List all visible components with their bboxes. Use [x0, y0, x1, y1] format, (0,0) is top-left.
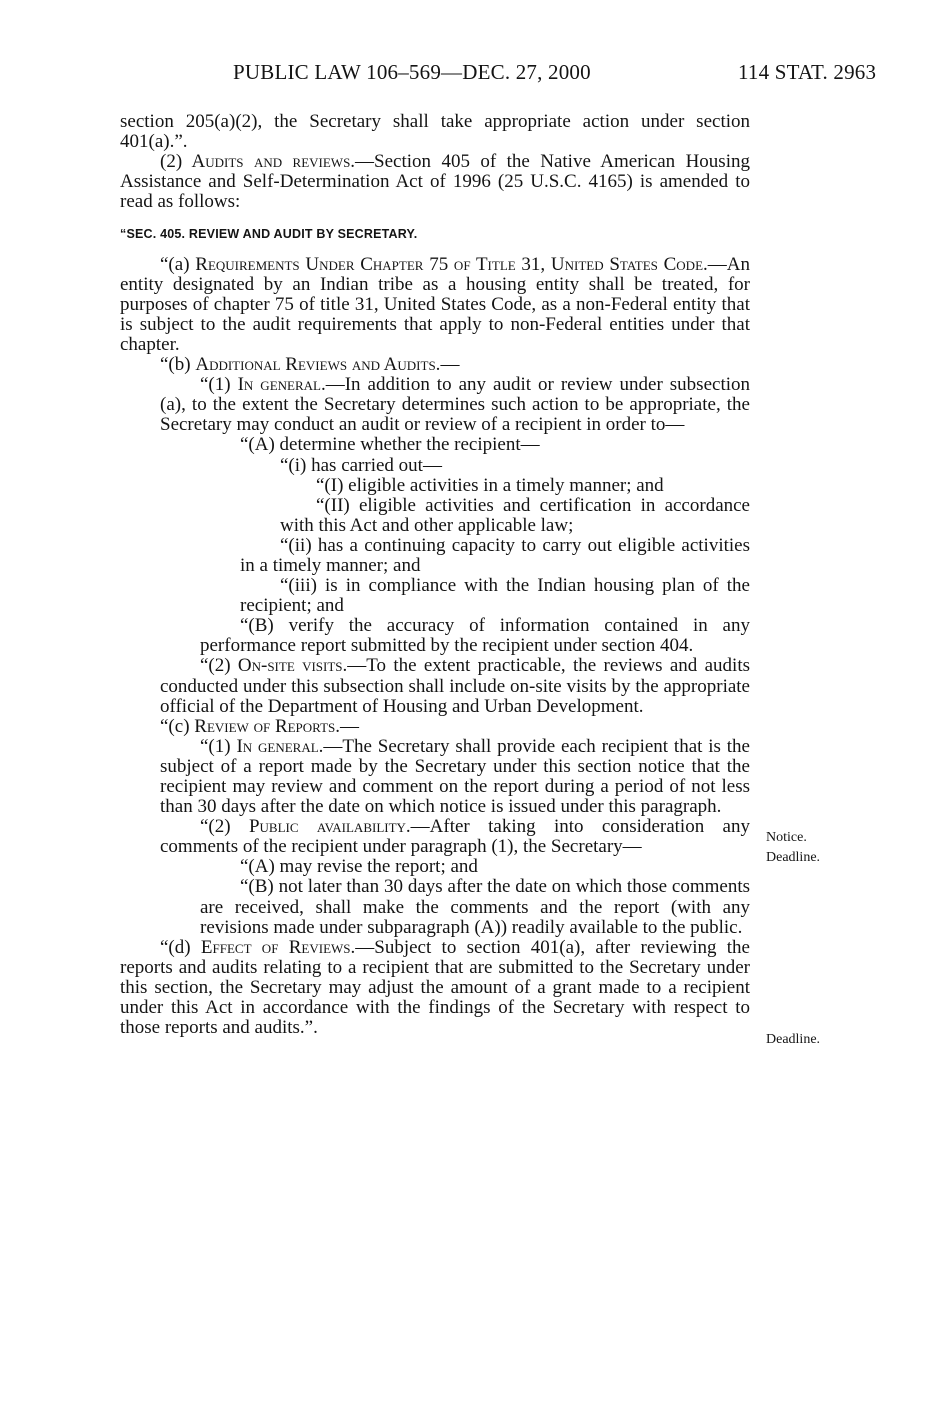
paragraph-c2-text: —After taking into consideration any comments of the recipient under paragraph (1), the Secretary—	[160, 816, 750, 858]
body-text	[120, 112, 750, 1038]
subsection-b-prefix: “(b)	[160, 354, 196, 376]
subsection-c-dash: —	[339, 715, 359, 737]
header-stat-page: 114 STAT. 2963	[738, 60, 877, 84]
subsection-d-text: —Subject to section 401(a), after reviewing the reports and audits relating to a recipient that are submitted to the Secretary under this section, the Secretary may adjust the amount of a grant made to a recipient under this Act in accordance with the findings of the Secretary with respect to those reports and audits.”.	[120, 936, 750, 1039]
clause-b1-A-ii: “(ii) has a continuing capacity to carry out eligible activities in a timely manner; and	[240, 534, 750, 576]
paragraph-c2-heading: Public availability.	[248, 816, 411, 838]
subsection-d-prefix: “(d)	[160, 936, 201, 958]
subsection-a-prefix: “(a)	[160, 253, 196, 275]
subsection-c-prefix: “(c)	[160, 715, 195, 737]
subsection-c	[120, 717, 750, 737]
section-heading: “SEC. 405. REVIEW AND AUDIT BY SECRETARY.	[120, 227, 418, 242]
paragraph-b2	[160, 656, 750, 716]
paragraph-b2-text: —To the extent practicable, the reviews and audits conducted under this subsection shall include on-site visits by the appropriate official of the Department of Housing and Urban Development.	[160, 655, 750, 717]
paragraph-audits-and-reviews	[120, 152, 750, 212]
paragraph-b1-heading: In general.	[237, 374, 326, 396]
text-audits-and-reviews: —Section 405 of the Native American Housing Assistance and Self-Determination Act of 1996 (25 U.S.C. 4165) is amended to read as follows:	[120, 151, 750, 213]
paragraph-c1-prefix: “(1)	[200, 735, 237, 757]
clause-b1-A-i: “(i) has carried out—	[280, 454, 442, 476]
subsection-a-text: —An entity designated by an Indian tribe as a housing entity shall be treated, for purposes of chapter 75 of title 31, United States Code, as a non-Federal entity that is subject to the audit requirements that apply to non-Federal entities under that chapter.	[120, 253, 750, 355]
subsection-b	[120, 355, 750, 375]
subsection-d	[120, 938, 750, 1038]
paragraph-continuation: section 205(a)(2), the Secretary shall take appropriate action under section 401(a).”.	[120, 111, 750, 153]
subparagraph-b1-A: “(A) determine whether the recipient—	[240, 434, 540, 456]
paragraph-b1-prefix: “(1)	[200, 374, 238, 396]
paragraph-c2	[160, 817, 750, 857]
subparagraph-c2-A: “(A) may revise the report; and	[240, 856, 478, 878]
subsection-c-heading: Review of Reports.	[194, 715, 340, 737]
subsection-d-heading: Effect of Reviews.	[200, 936, 356, 958]
margin-note-notice: Notice.	[766, 830, 807, 845]
paragraph-c2-prefix: “(2)	[200, 816, 249, 838]
header-public-law: PUBLIC LAW 106–569—DEC. 27, 2000	[233, 60, 591, 84]
heading-audits-and-reviews: (2) Audits and reviews.	[160, 151, 356, 173]
subsection-b-dash: —	[440, 354, 460, 376]
paragraph-b1-text: —In addition to any audit or review under subsection (a), to the extent the Secretary determines such action to be appropriate, the Secretary may conduct an audit or review of a recipient in order to—	[160, 374, 750, 436]
margin-note-deadline: Deadline.	[766, 850, 821, 865]
subparagraph-c2-B: “(B) not later than 30 days after the date on which those comments are received, shall make the comments and the report (with any revisions made under subparagraph (A)) readily available to the public.	[200, 876, 750, 938]
paragraph-c1-text: —The Secretary shall provide each recipient that is the subject of a report made by the Secretary under this section notice that the recipient may review and comment on the report during a period of not less than 30 days after the date on which notice is issued under this paragraph.	[160, 735, 750, 818]
subclause-II: “(II) eligible activities and certification in accordance with this Act and other applicable law;	[280, 494, 750, 536]
paragraph-c1	[160, 737, 750, 817]
subclause-I: “(I) eligible activities in a timely manner; and	[316, 474, 664, 496]
paragraph-b2-prefix: “(2)	[200, 655, 238, 677]
running-header	[0, 60, 945, 90]
margin-note-deadline-2: Deadline.	[766, 1032, 821, 1047]
paragraph-b1	[160, 375, 750, 435]
subsection-a-heading: Requirements Under Chapter 75 of Title 31, United States Code.	[195, 253, 708, 275]
subparagraph-b1-B: “(B) verify the accuracy of information contained in any performance report submitted by the recipient under section 404.	[200, 615, 750, 657]
paragraph-c1-heading: In general.	[236, 735, 324, 757]
subsection-b-heading: Additional Reviews and Audits.	[195, 354, 441, 376]
paragraph-b2-heading: On-site visits.	[237, 655, 348, 677]
subsection-a	[120, 255, 750, 355]
clause-b1-A-iii: “(iii) is in compliance with the Indian housing plan of the recipient; and	[240, 575, 750, 617]
